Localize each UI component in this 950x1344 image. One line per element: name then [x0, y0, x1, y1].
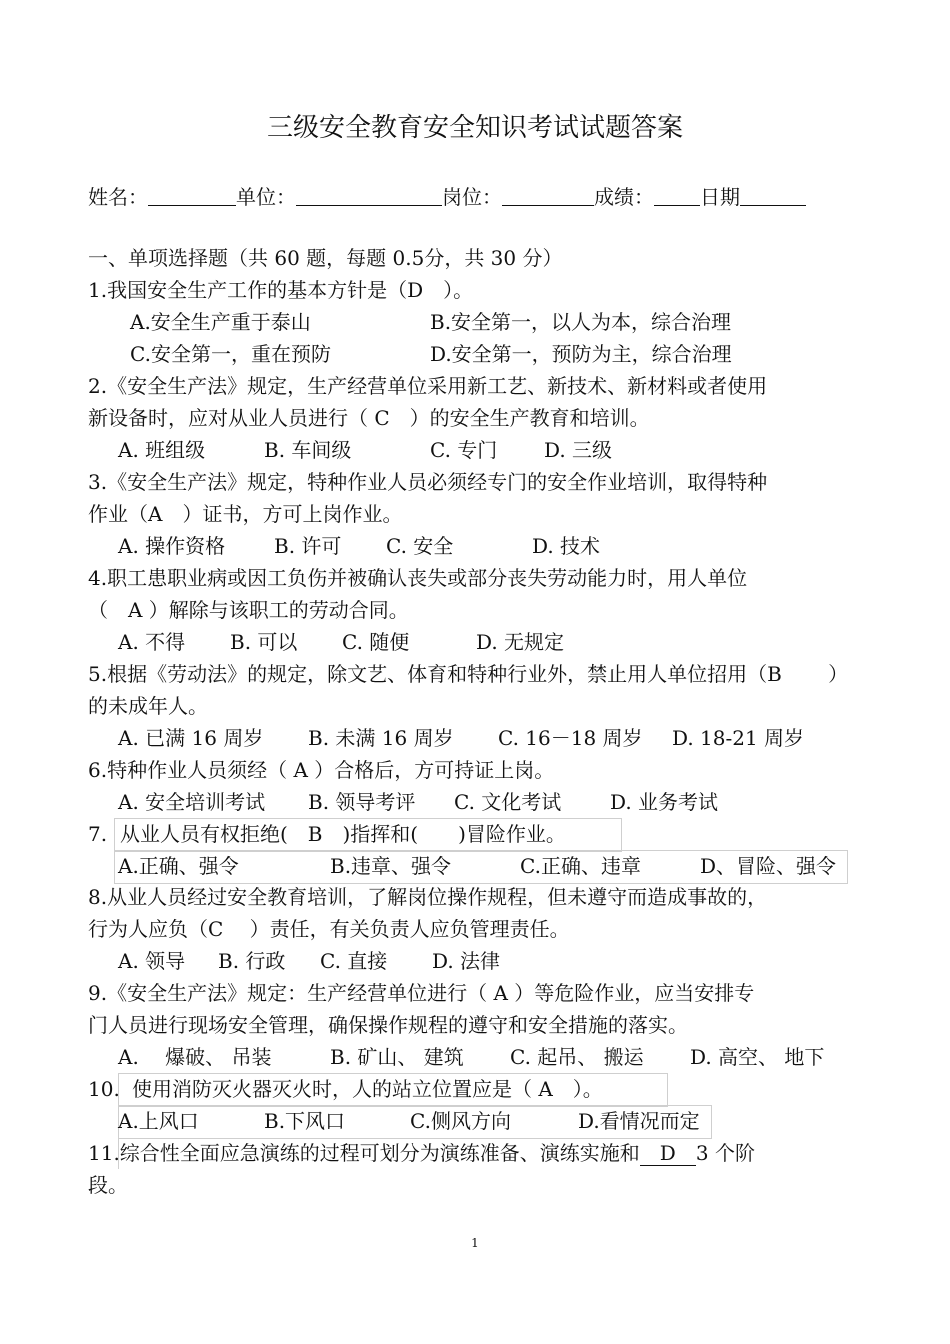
- page-number: 1: [471, 1236, 479, 1250]
- date-blank[interactable]: [740, 185, 806, 206]
- q9-option-b: B. 矿山、 建筑: [330, 1045, 464, 1069]
- question-4-line-1: 4.职工患职业病或因工负伤并被确认丧失或部分丧失劳动能力时，用人单位: [88, 566, 748, 590]
- q2-option-b: B. 车间级: [264, 438, 352, 462]
- question-7-number: 7.: [88, 822, 108, 846]
- q2-option-d: D. 三级: [544, 438, 613, 462]
- unit-blank[interactable]: [296, 185, 442, 206]
- q2-option-a: A. 班组级: [118, 438, 206, 462]
- q3-option-b: B. 许可: [274, 534, 342, 558]
- q8-option-b: B. 行政: [218, 949, 286, 973]
- page-title: 三级安全教育安全知识考试试题答案: [266, 113, 683, 143]
- post-blank[interactable]: [502, 185, 594, 206]
- q5-option-a: A. 已满 16 周岁: [118, 726, 264, 750]
- question-9-line-2: 门人员进行现场安全管理，确保操作规程的遵守和安全措施的落实。: [88, 1013, 688, 1037]
- q3-option-d: D. 技术: [532, 534, 601, 558]
- question-11-text: 11.综合性全面应急演练的过程可划分为演练准备、演练实施和: [88, 1141, 640, 1165]
- question-9-line-1: 9.《安全生产法》规定：生产经营单位进行（ A ）等危险作业，应当安排专: [88, 981, 755, 1005]
- q3-option-c: C. 安全: [386, 534, 454, 558]
- question-2-line-1: 2.《安全生产法》规定，生产经营单位采用新工艺、新技术、新材料或者使用: [88, 374, 768, 398]
- score-label: 成绩：: [594, 185, 654, 209]
- q9-option-c: C. 起吊、 搬运: [510, 1045, 644, 1069]
- question-5-line-2: 的未成年人。: [88, 694, 208, 718]
- q7-option-d: D、冒险、强令: [700, 854, 837, 878]
- question-10-number: 10.: [88, 1077, 120, 1101]
- name-label: 姓名：: [88, 185, 148, 209]
- q5-option-c: C. 16－18 周岁: [498, 726, 643, 750]
- q2-option-c: C. 专门: [430, 438, 498, 462]
- question-11-line-1: [88, 1140, 755, 1166]
- q7-option-c: C.正确、违章: [520, 854, 641, 878]
- q9-option-d: D. 高空、 地下: [690, 1045, 825, 1069]
- q5-option-b: B. 未满 16 周岁: [308, 726, 454, 750]
- q8-option-a: A. 领导: [118, 949, 186, 973]
- question-8-line-1: 8.从业人员经过安全教育培训，了解岗位操作规程，但未遵守而造成事故的，: [88, 885, 768, 909]
- unit-label: 单位：: [236, 185, 296, 209]
- q4-option-c: C. 随便: [342, 630, 410, 654]
- q5-option-d: D. 18-21 周岁: [672, 726, 805, 750]
- q6-option-c: C. 文化考试: [454, 790, 562, 814]
- question-4-line-2: （ A ）解除与该职工的劳动合同。: [88, 598, 409, 622]
- q8-option-d: D. 法律: [432, 949, 501, 973]
- q4-option-a: A. 不得: [118, 630, 186, 654]
- question-10: 使用消防灭火器灭火时，人的站立位置应是（ A ）。: [132, 1077, 603, 1101]
- question-1: 1.我国安全生产工作的基本方针是（D ）。: [88, 278, 474, 302]
- q6-option-d: D. 业务考试: [610, 790, 719, 814]
- post-label: 岗位：: [442, 185, 502, 209]
- q9-option-a: A. 爆破、 吊装: [118, 1045, 272, 1069]
- question-11-tail: 3 个阶: [695, 1141, 755, 1165]
- question-3-line-1: 3.《安全生产法》规定，特种作业人员必须经专门的安全作业培训，取得特种: [88, 470, 768, 494]
- question-8-line-2: 行为人应负（C ）责任，有关负责人应负管理责任。: [88, 917, 570, 941]
- question-6: 6.特种作业人员须经（ A ）合格后，方可持证上岗。: [88, 758, 555, 782]
- q10-option-c: C.侧风方向: [410, 1109, 511, 1133]
- date-label: 日期: [700, 185, 740, 209]
- q7-option-a: A.正确、强令: [118, 854, 239, 878]
- section-heading: 一、单项选择题（共 60 题，每题 0.5分，共 30 分）: [88, 246, 563, 270]
- q10-option-b: B.下风口: [264, 1109, 346, 1133]
- q1-option-a: A.安全生产重于泰山: [130, 310, 311, 334]
- name-blank[interactable]: [148, 185, 236, 206]
- question-7: 从业人员有权拒绝( B )指挥和( )冒险作业。: [120, 822, 566, 846]
- q10-option-d: D.看情况而定: [578, 1109, 700, 1133]
- score-blank[interactable]: [654, 185, 700, 206]
- q7-option-b: B.违章、强令: [330, 854, 452, 878]
- q4-option-d: D. 无规定: [476, 630, 565, 654]
- question-3-line-2: 作业（A ）证书，方可上岗作业。: [88, 502, 403, 526]
- question-11-answer: D: [639, 1141, 696, 1165]
- q4-option-b: B. 可以: [230, 630, 298, 654]
- q8-option-c: C. 直接: [320, 949, 388, 973]
- q3-option-a: A. 操作资格: [118, 534, 226, 558]
- q6-option-b: B. 领导考评: [308, 790, 416, 814]
- q1-option-c: C.安全第一，重在预防: [130, 342, 331, 366]
- question-5-line-1: 5.根据《劳动法》的规定，除文艺、体育和特种行业外，禁止用人单位招用（B ）: [88, 662, 849, 686]
- header-fields: [88, 184, 806, 210]
- q1-option-d: D.安全第一，预防为主，综合治理: [430, 342, 732, 366]
- question-2-line-2: 新设备时，应对从业人员进行（ C ）的安全生产教育和培训。: [88, 406, 650, 430]
- q6-option-a: A. 安全培训考试: [118, 790, 266, 814]
- q10-option-a: A.上风口: [118, 1109, 199, 1133]
- q1-option-b: B.安全第一，以人为本，综合治理: [430, 310, 732, 334]
- question-11-line-2: 段。: [88, 1173, 128, 1197]
